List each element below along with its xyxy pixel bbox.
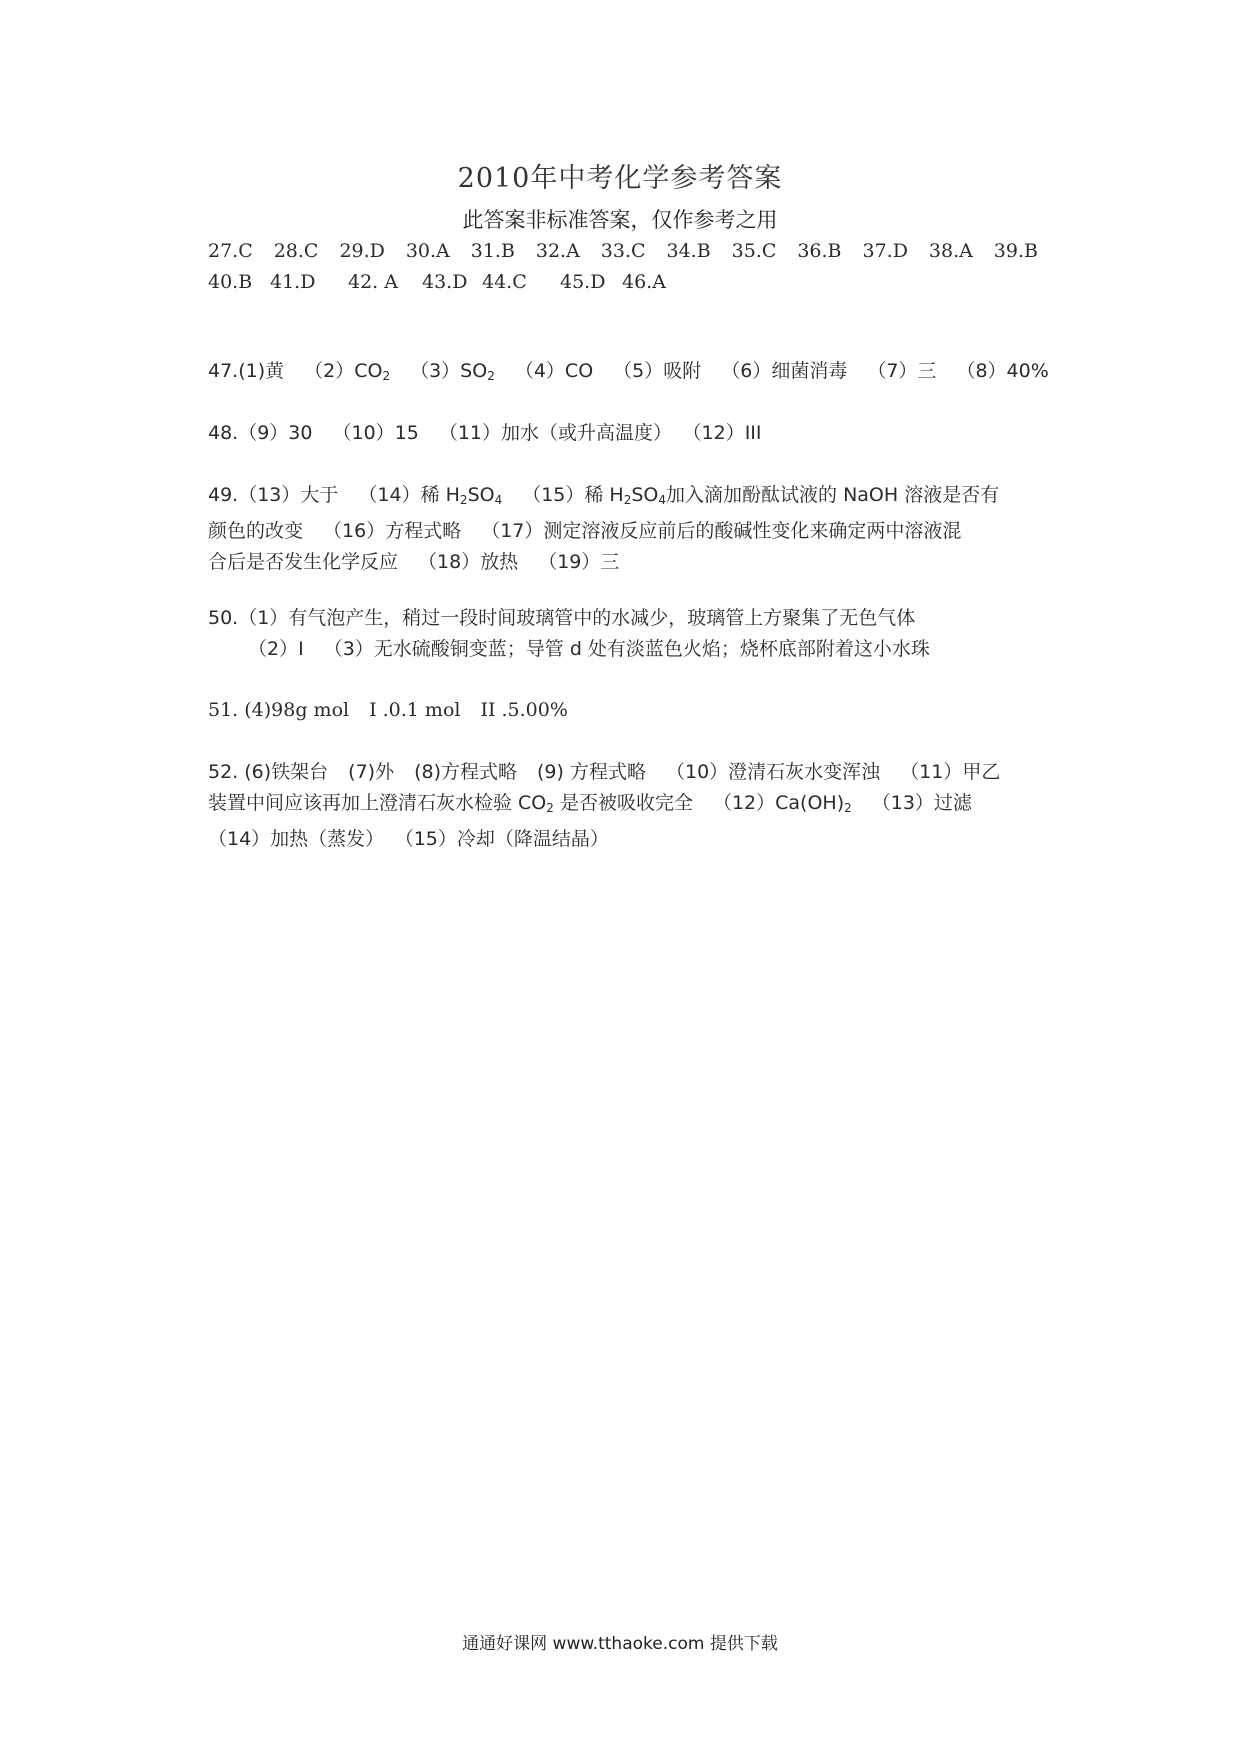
answer-51 [208, 695, 1038, 726]
q52-a7: (7)外 [348, 761, 395, 783]
mc-row-1 [208, 236, 1038, 267]
answer-48 [208, 418, 1038, 449]
q52-a13: （13）过滤 [871, 792, 972, 814]
q48-a11: （11）加水（或升高温度） [438, 422, 673, 444]
mc-answer: 42. A [348, 271, 398, 293]
q52-a8: (8)方程式略 [414, 761, 518, 783]
q50-line1: 50.（1）有气泡产生，稍过一段时间玻璃管中的水减少，玻璃管上方聚集了无色气体 [208, 607, 916, 629]
mc-answer: 38.A [928, 240, 973, 262]
q47-a3: $(3)SO_2$ [410, 360, 495, 383]
q52-line2: 装置中间应该再加上澄清石灰水检验 $CO_2$ 是否被吸收完全 [208, 792, 693, 815]
mc-answer: 44.C [482, 271, 527, 293]
mc-answer: 46.A [622, 271, 666, 293]
q52-a15: （15）冷却（降温结晶） [404, 828, 609, 850]
q51-a4: 51. (4)98g mol [208, 699, 350, 721]
q52-a11: （11）甲乙 [900, 761, 1001, 783]
mc-answer: 31.B [470, 240, 515, 262]
mc-answer: 29.D [339, 240, 385, 262]
mc-answer: 28.C [273, 240, 319, 262]
q52-a10: （10）澄清石灰水变浑浊 [665, 761, 881, 783]
q52-a6: 52. (6)铁架台 [208, 761, 329, 783]
mc-answer: 30.A [405, 240, 450, 262]
q49-line3: 合后是否发生化学反应 [208, 551, 399, 573]
page-subtitle: 此答案非标准答案，仅作参考之用 [462, 208, 778, 232]
mc-answer: 45.D [560, 271, 606, 293]
q52-a9: (9) 方程式略 [537, 761, 646, 783]
mc-row-2 [208, 267, 1038, 298]
q47-a8: （8）40% [956, 360, 1049, 382]
q49-line2: 颜色的改变 [208, 520, 304, 542]
q47-a5: （5）吸附 [613, 360, 702, 382]
q48-a10: （10）15 [332, 422, 419, 444]
mc-answer: 35.C [731, 240, 777, 262]
mc-answer: 41.D [270, 271, 316, 293]
q51-ii: II .5.00% [480, 699, 568, 721]
q50-a3: （3）无水硫酸铜变蓝；导管 d 处有淡蓝色火焰；烧杯底部附着这小水珠 [323, 638, 930, 660]
mc-answer: 33.C [600, 240, 646, 262]
mc-answer: 36.B [797, 240, 842, 262]
mc-answer: 37.D [862, 240, 908, 262]
q47-a7: （7）三 [867, 360, 937, 382]
page-footer: 通通好课网 www.tthaoke.com 提供下载 [462, 1634, 778, 1654]
mc-answer: 34.B [666, 240, 711, 262]
page-title: 2010年中考化学参考答案 [457, 163, 783, 194]
answer-52 [208, 757, 1038, 855]
q49-a14: （14）稀 $H_2SO_4$ [358, 484, 503, 507]
q47-a2: $(2)CO_2$ [304, 360, 391, 383]
mc-answer: 32.A [535, 240, 580, 262]
q49-a18: （18）放热 [418, 551, 519, 573]
answer-50 [208, 603, 1038, 665]
q49-a15: （15）稀 $H_2SO_4$加入滴加酚酞试液的 NaOH 溶液是否有 [522, 484, 1000, 507]
q51-i: I .0.1 mol [369, 699, 461, 721]
mc-answer: 39.B [993, 240, 1038, 262]
multiple-choice-answers [208, 236, 1038, 298]
mc-answer: 40.B [208, 271, 253, 293]
q49-a17: （17）测定溶液反应前后的酸碱性变化来确定两中溶液混 [481, 520, 962, 542]
q52-a12: $(12)Ca(OH)_2$ [712, 792, 852, 815]
q49-a19: （19）三 [538, 551, 620, 573]
q48-a9: 48.（9）30 [208, 422, 313, 444]
mc-answer: 27.C [208, 240, 253, 262]
q50-a2: （2）I [248, 638, 304, 660]
answer-47 [208, 356, 1049, 392]
q49-a13: 49.（13）大于 [208, 484, 339, 506]
q47-a4: （4）CO [514, 360, 594, 382]
q52-a14: （14）加热（蒸发） [208, 828, 385, 850]
answer-49 [208, 480, 1038, 578]
q47-a6: （6）细菌消毒 [721, 360, 848, 382]
q48-a12: （12）III [692, 422, 762, 444]
q47-a1: 47.(1)黄 [208, 360, 285, 382]
mc-answer: 43.D [422, 271, 468, 293]
q49-a16: （16）方程式略 [323, 520, 462, 542]
